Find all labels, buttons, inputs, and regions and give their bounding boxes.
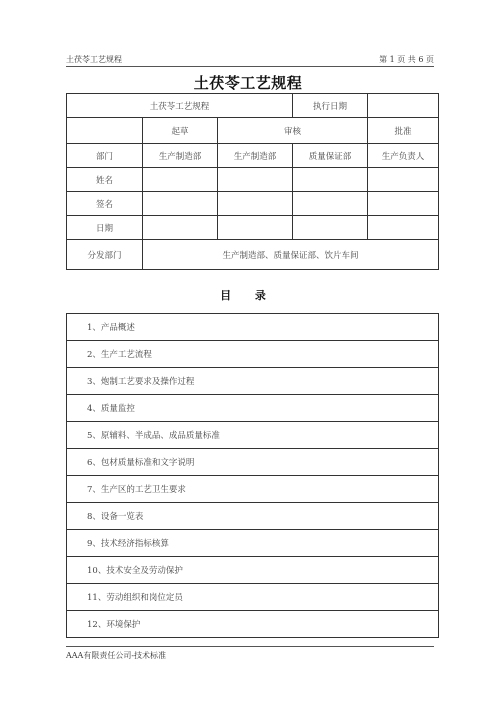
approval-row-roles — [67, 118, 439, 144]
page-header — [66, 52, 434, 67]
approval-row-dept — [67, 144, 439, 168]
name-cell — [293, 168, 368, 192]
header-page-number: 第 1 页 共 6 页 — [379, 55, 434, 64]
toc-item: 9、技术经济指标核算 — [67, 530, 439, 557]
role-approve: 批准 — [368, 118, 439, 144]
approval-row-doc — [67, 94, 439, 118]
toc-item: 11、劳动组织和岗位定员 — [67, 584, 439, 611]
approval-table — [66, 93, 439, 270]
row-label-name: 姓名 — [67, 168, 143, 192]
toc-item: 4、质量监控 — [67, 395, 439, 422]
sign-cell — [368, 192, 439, 216]
approval-row-sign — [67, 192, 439, 216]
footer-company: AAA有限责任公司-技术标准 — [66, 651, 167, 660]
dept-approve: 生产负责人 — [368, 144, 439, 168]
approval-row-distribution — [67, 240, 439, 270]
toc-item: 10、技术安全及劳动保护 — [67, 557, 439, 584]
row-label-sign: 签名 — [67, 192, 143, 216]
toc-item: 8、设备一览表 — [67, 503, 439, 530]
page-footer — [66, 646, 434, 661]
toc-item: 12、环境保护 — [67, 611, 439, 638]
toc-title: 目 录 — [220, 289, 276, 302]
date-cell — [368, 216, 439, 240]
toc-item: 2、生产工艺流程 — [67, 341, 439, 368]
exec-date-value — [368, 94, 439, 118]
approval-doc-name: 土茯苓工艺规程 — [67, 94, 293, 118]
dept-review-1: 生产制造部 — [218, 144, 293, 168]
date-cell — [218, 216, 293, 240]
date-cell — [143, 216, 218, 240]
sign-cell — [218, 192, 293, 216]
name-cell — [218, 168, 293, 192]
row-label-dept: 部门 — [67, 144, 143, 168]
toc-item: 6、包材质量标准和文字说明 — [67, 449, 439, 476]
row-label-date: 日期 — [67, 216, 143, 240]
date-cell — [293, 216, 368, 240]
document-title: 土茯苓工艺规程 — [193, 74, 303, 92]
name-cell — [143, 168, 218, 192]
toc-table — [66, 313, 439, 638]
approval-empty-cell — [67, 118, 143, 144]
dept-draft: 生产制造部 — [143, 144, 218, 168]
exec-date-label: 执行日期 — [293, 94, 368, 118]
distribution-value: 生产制造部、质量保证部、饮片车间 — [143, 240, 439, 270]
toc-item: 5、原辅料、半成品、成品质量标准 — [67, 422, 439, 449]
approval-row-name — [67, 168, 439, 192]
toc-item: 3、炮制工艺要求及操作过程 — [67, 368, 439, 395]
distribution-label: 分发部门 — [67, 240, 143, 270]
role-review: 审核 — [218, 118, 368, 144]
header-doc-name: 土茯苓工艺规程 — [66, 55, 122, 64]
role-draft: 起草 — [143, 118, 218, 144]
toc-item: 7、生产区的工艺卫生要求 — [67, 476, 439, 503]
sign-cell — [143, 192, 218, 216]
name-cell — [368, 168, 439, 192]
toc-item: 1、产品概述 — [67, 314, 439, 341]
approval-row-date — [67, 216, 439, 240]
sign-cell — [293, 192, 368, 216]
dept-review-2: 质量保证部 — [293, 144, 368, 168]
